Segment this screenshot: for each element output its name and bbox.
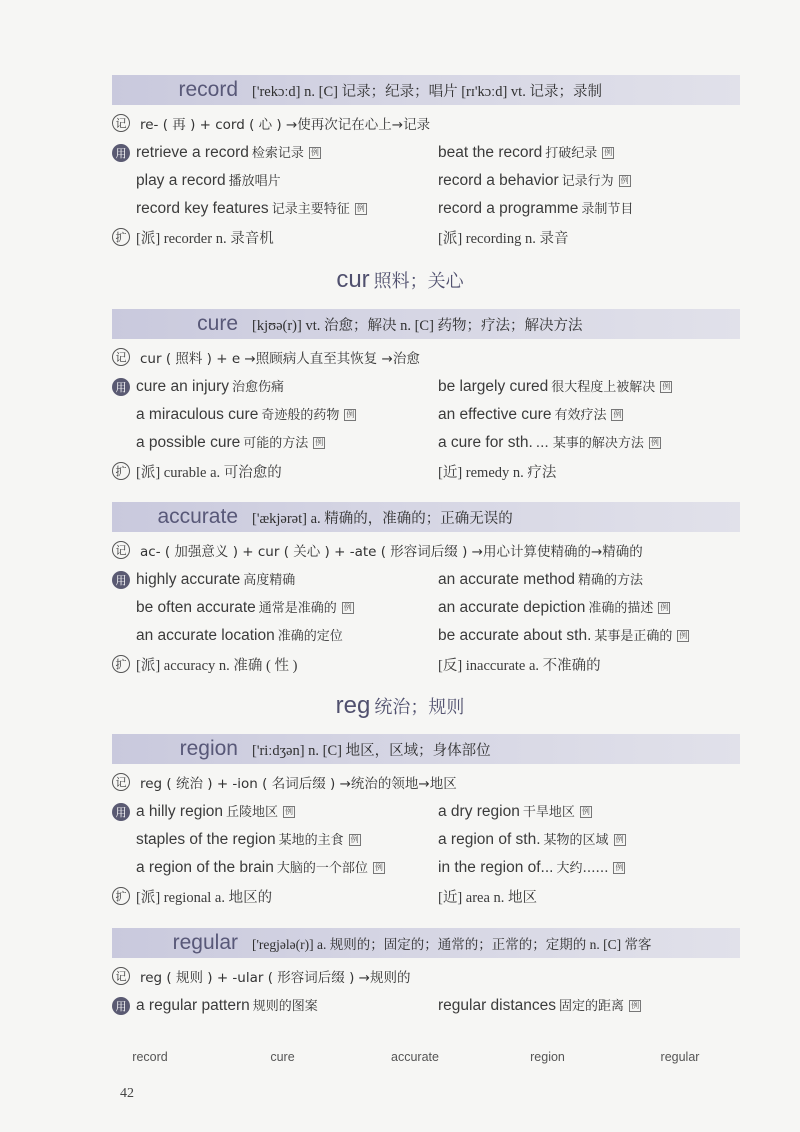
definition: ['ækjərət] a. 精确的，准确的；正确无误的 xyxy=(252,510,513,527)
extension-text: [派] recording n. 录音 xyxy=(438,230,569,247)
extension-text: [近] area n. 地区 xyxy=(438,889,538,906)
definition: [kjʊə(r)] vt. 治愈；解决 n. [C] 药物；疗法；解决方法 xyxy=(252,317,583,334)
usage-phrase: a dry region 干旱地区 例 xyxy=(438,803,590,820)
usage-phrase: be often accurate 通常是准确的 例 xyxy=(136,599,352,616)
example-mark-icon: 例 xyxy=(310,147,319,157)
usage-phrase: an accurate method 精确的方法 xyxy=(438,571,644,588)
usage-phrase: a miraculous cure 奇迹般的药物 例 xyxy=(136,406,355,423)
memo-icon: 记 xyxy=(112,348,130,366)
example-mark-icon: 例 xyxy=(679,630,688,640)
usage-phrase: a region of the brain 大脑的一个部位 例 xyxy=(136,859,383,876)
headword: region xyxy=(179,737,238,760)
index-word: regular xyxy=(660,1050,700,1064)
example-mark-icon: 例 xyxy=(620,175,629,185)
usage-block xyxy=(112,798,740,882)
root-heading-cur: cur 照料；关心 xyxy=(336,266,464,293)
usage-icon: 用 xyxy=(112,571,130,589)
extension-text: [近] remedy n. 疗法 xyxy=(438,464,557,481)
memo-row xyxy=(112,343,740,371)
usage-phrase: an effective cure 有效疗法 例 xyxy=(438,406,622,423)
entry-accurate xyxy=(112,502,740,678)
example-mark-icon: 例 xyxy=(346,409,355,419)
example-mark-icon: 例 xyxy=(604,147,613,157)
usage-icon: 用 xyxy=(112,803,130,821)
example-mark-icon: 例 xyxy=(660,602,669,612)
extension-text: [派] accuracy n. 准确 ( 性 ) xyxy=(136,657,298,674)
usage-phrase: staples of the region 某地的主食 例 xyxy=(136,831,359,848)
usage-phrase: a cure for sth. … 某事的解决方法 例 xyxy=(438,434,659,451)
word-index-footer xyxy=(90,1050,740,1064)
example-mark-icon: 例 xyxy=(343,602,352,612)
example-mark-icon: 例 xyxy=(315,437,324,447)
usage-phrase: be largely cured 很大程度上被解决 例 xyxy=(438,378,671,395)
memo-text: reg ( 统治 ) + -ion ( 名词后缀 ) →统治的领地→地区 xyxy=(140,776,457,792)
usage-phrase: in the region of... 大约…… 例 xyxy=(438,859,624,876)
usage-phrase: play a record 播放唱片 xyxy=(136,172,281,189)
entry-header xyxy=(112,502,740,532)
usage-icon: 用 xyxy=(112,997,130,1015)
extension-row xyxy=(112,650,740,678)
usage-phrase: regular distances 固定的距离 例 xyxy=(438,997,640,1014)
example-mark-icon: 例 xyxy=(613,409,622,419)
usage-block xyxy=(112,992,740,1020)
memo-text: ac- ( 加强意义 ) + cur ( 关心 ) + -ate ( 形容词后缀 ) →用心计算使精确的→精确的 xyxy=(140,544,643,560)
usage-phrase: highly accurate 高度精确 xyxy=(136,571,296,588)
usage-block xyxy=(112,139,740,223)
example-mark-icon: 例 xyxy=(662,381,671,391)
example-mark-icon: 例 xyxy=(356,203,365,213)
memo-icon: 记 xyxy=(112,773,130,791)
memo-row xyxy=(112,109,740,137)
index-word: record xyxy=(132,1050,168,1064)
headword: cure xyxy=(197,312,238,335)
usage-block xyxy=(112,373,740,457)
root-heading-reg: reg 统治；规则 xyxy=(335,692,465,719)
example-mark-icon: 例 xyxy=(631,1000,640,1010)
extension-row xyxy=(112,882,740,910)
entry-regular xyxy=(112,928,740,1020)
index-word: region xyxy=(530,1050,565,1064)
example-mark-icon: 例 xyxy=(615,862,624,872)
index-word: cure xyxy=(270,1050,295,1064)
usage-phrase: an accurate depiction 准确的描述 例 xyxy=(438,599,669,616)
usage-phrase: beat the record 打破纪录 例 xyxy=(438,144,613,161)
entry-header xyxy=(112,309,740,339)
memo-icon: 记 xyxy=(112,114,130,132)
memo-row xyxy=(112,768,740,796)
extension-row xyxy=(112,223,740,251)
extension-icon: 扩 xyxy=(112,462,130,480)
example-mark-icon: 例 xyxy=(581,806,590,816)
usage-phrase: an accurate location 准确的定位 xyxy=(136,627,343,644)
index-word: accurate xyxy=(391,1050,439,1064)
usage-icon: 用 xyxy=(112,378,130,396)
extension-row xyxy=(112,457,740,485)
memo-row xyxy=(112,536,740,564)
usage-phrase: a region of sth. 某物的区域 例 xyxy=(438,831,624,848)
memo-icon: 记 xyxy=(112,967,130,985)
example-mark-icon: 例 xyxy=(285,806,294,816)
memo-text: re- ( 再 ) + cord ( 心 ) →使再次记在心上→记录 xyxy=(140,117,431,133)
usage-phrase: record a programme 录制节目 xyxy=(438,200,634,217)
page-number: 42 xyxy=(120,1086,134,1101)
definition: ['rekɔːd] n. [C] 记录；纪录；唱片 [rɪ'kɔːd] vt. 记录；录制 xyxy=(252,83,602,100)
memo-text: cur ( 照料 ) + e →照顾病人直至其恢复 →治愈 xyxy=(140,351,420,367)
usage-phrase: record a behavior 记录行为 例 xyxy=(438,172,629,189)
memo-row xyxy=(112,962,740,990)
example-mark-icon: 例 xyxy=(350,834,359,844)
entry-cure xyxy=(112,309,740,485)
extension-icon: 扩 xyxy=(112,228,130,246)
usage-phrase: cure an injury 治愈伤痛 xyxy=(136,378,285,395)
headword: record xyxy=(178,78,238,101)
extension-icon: 扩 xyxy=(112,887,130,905)
entry-region xyxy=(112,734,740,910)
definition: ['regjələ(r)] a. 规则的；固定的；通常的；正常的；定期的 n. [C] 常客 xyxy=(252,937,652,952)
memo-text: reg ( 规则 ) + -ular ( 形容词后缀 ) →规则的 xyxy=(140,970,411,986)
extension-icon: 扩 xyxy=(112,655,130,673)
extension-text: [派] regional a. 地区的 xyxy=(136,889,273,906)
example-mark-icon: 例 xyxy=(374,862,383,872)
entry-header xyxy=(112,734,740,764)
entry-header xyxy=(112,928,740,958)
usage-phrase: a hilly region 丘陵地区 例 xyxy=(136,803,294,820)
headword: accurate xyxy=(157,505,238,528)
usage-phrase: retrieve a record 检索记录 例 xyxy=(136,144,319,161)
extension-text: [派] recorder n. 录音机 xyxy=(136,230,274,247)
usage-icon: 用 xyxy=(112,144,130,162)
definition: ['riːdʒən] n. [C] 地区，区域；身体部位 xyxy=(252,742,491,759)
usage-phrase: be accurate about sth. 某事是正确的 例 xyxy=(438,627,688,644)
extension-text: [反] inaccurate a. 不准确的 xyxy=(438,657,601,674)
example-mark-icon: 例 xyxy=(615,834,624,844)
entry-record xyxy=(112,75,740,251)
extension-text: [派] curable a. 可治愈的 xyxy=(136,464,282,481)
usage-phrase: record key features 记录主要特征 例 xyxy=(136,200,365,217)
memo-icon: 记 xyxy=(112,541,130,559)
usage-block xyxy=(112,566,740,650)
usage-phrase: a regular pattern 规则的图案 xyxy=(136,997,318,1014)
headword: regular xyxy=(172,931,238,954)
example-mark-icon: 例 xyxy=(650,437,659,447)
usage-phrase: a possible cure 可能的方法 例 xyxy=(136,434,324,451)
entry-header xyxy=(112,75,740,105)
